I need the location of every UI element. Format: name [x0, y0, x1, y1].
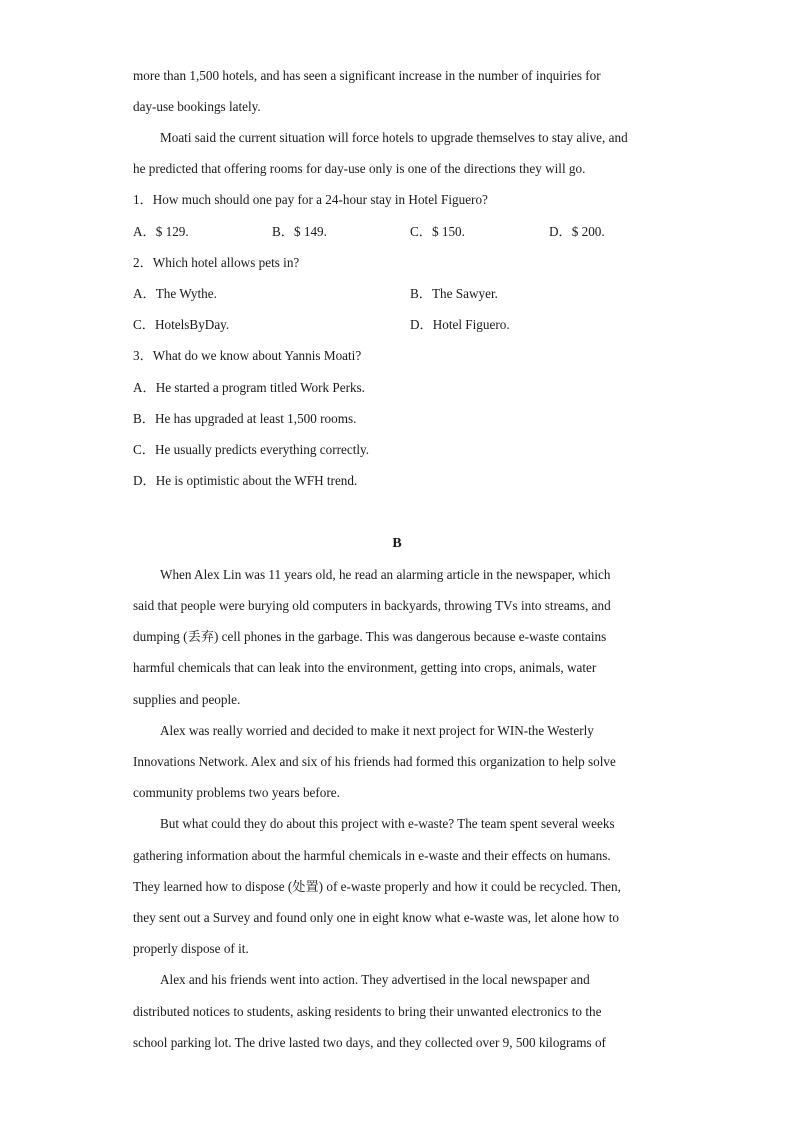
text-line: They learned how to dispose (处置) of e-waste properly and how it could be recycled. Then,	[133, 879, 621, 894]
answer-option: D．Hotel Figuero.	[410, 317, 510, 332]
text-line: day-use bookings lately.	[133, 99, 261, 114]
answer-option: C．$ 150.	[410, 224, 465, 239]
answer-option: D．$ 200.	[549, 224, 605, 239]
text-line: properly dispose of it.	[133, 941, 249, 956]
question-stem: 2．Which hotel allows pets in?	[133, 255, 300, 270]
text-line: harmful chemicals that can leak into the environment, getting into crops, animals, water	[133, 660, 597, 675]
text-line: Alex and his friends went into action. They advertised in the local newspaper and	[160, 972, 590, 987]
answer-option: C．He usually predicts everything correctly.	[133, 442, 370, 457]
question-stem: 1．How much should one pay for a 24-hour stay in Hotel Figuero?	[133, 192, 488, 207]
text-line: dumping (丢弃) cell phones in the garbage. This was dangerous because e-waste contains	[133, 629, 607, 644]
answer-option: B．The Sawyer.	[410, 286, 498, 301]
text-line: they sent out a Survey and found only one in eight know what e-waste was, let alone how to	[133, 910, 619, 925]
text-line: more than 1,500 hotels, and has seen a significant increase in the number of inquiries for	[133, 68, 601, 83]
answer-option: A．The Wythe.	[133, 286, 217, 301]
text-line: supplies and people.	[133, 692, 241, 707]
text-line: distributed notices to students, asking residents to bring their unwanted electronics to the	[133, 1004, 602, 1019]
section-heading: B	[392, 536, 402, 551]
text-line: Alex was really worried and decided to make it next project for WIN-the Westerly	[160, 723, 594, 738]
text-line: Moati said the current situation will force hotels to upgrade themselves to stay alive, and	[160, 130, 628, 145]
text-line: he predicted that offering rooms for day-use only is one of the directions they will go.	[133, 161, 586, 176]
answer-option: A．He started a program titled Work Perks.	[133, 380, 365, 395]
text-line: school parking lot. The drive lasted two days, and they collected over 9, 500 kilograms of	[133, 1035, 606, 1050]
text-line: When Alex Lin was 11 years old, he read an alarming article in the newspaper, which	[160, 567, 611, 582]
answer-option: B．He has upgraded at least 1,500 rooms.	[133, 411, 357, 426]
question-stem: 3．What do we know about Yannis Moati?	[133, 348, 362, 363]
answer-option: D．He is optimistic about the WFH trend.	[133, 473, 358, 488]
answer-option: C．HotelsByDay.	[133, 317, 230, 332]
text-line: community problems two years before.	[133, 785, 340, 800]
answer-option: A．$ 129.	[133, 224, 189, 239]
text-line: said that people were burying old computers in backyards, throwing TVs into streams, and	[133, 598, 611, 613]
text-line: Innovations Network. Alex and six of his friends had formed this organization to help solve	[133, 754, 616, 769]
text-line: But what could they do about this project with e-waste? The team spent several weeks	[160, 816, 615, 831]
text-line: gathering information about the harmful chemicals in e-waste and their effects on humans.	[133, 848, 611, 863]
answer-option: B．$ 149.	[272, 224, 327, 239]
